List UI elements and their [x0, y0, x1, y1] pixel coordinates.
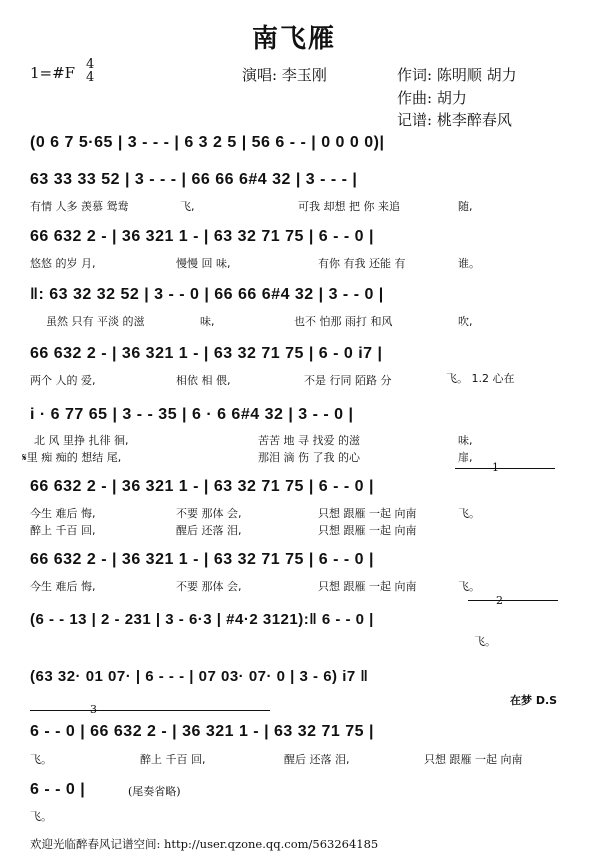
lyric-1c: 可我 却想 把 你 来追: [298, 200, 400, 213]
singer-credit: 演唱: 李玉刚: [242, 66, 327, 84]
lyric-3a: 虽然 只有 平淡 的滋: [46, 315, 145, 328]
lyric-2a: 悠悠 的岁 月,: [30, 257, 96, 270]
notation-line-11: 6 - - 0 |: [30, 781, 86, 798]
notation-line-2: 66 632 2 - | 36 321 1 - | 63 32 71 75 | 6 - - 0 |: [30, 228, 374, 245]
volta-1-bracket: [455, 468, 555, 469]
lyric-2c: 有你 有我 还能 有: [318, 257, 406, 270]
lyric-6e: 醉上 千百 回,: [30, 524, 96, 537]
lyric-2b: 慢慢 回 味,: [176, 257, 231, 270]
composer-credit: 作曲: 胡力: [397, 89, 467, 107]
lyric-5e: 那泪 滴 伤 了我 的心: [258, 451, 360, 464]
lyric-3d: 吹,: [458, 315, 473, 328]
notation-line-1: 63 33 33 52 | 3 - - - | 66 66 6#4 32 | 3 - - - |: [30, 171, 358, 188]
volta-1-label: 1: [492, 461, 499, 474]
lyric-1b: 飞,: [180, 200, 195, 213]
lyric-4d: 飞。 1.2 心在: [446, 372, 515, 385]
time-signature: [86, 58, 94, 84]
notation-line-intro: (0 6 7 5·65 | 3 - - - | 6 3 2 5 | 56 6 - - | 0 0 0 0)|: [30, 134, 385, 151]
transcriber-credit: 记谱: 桃李醉春风: [397, 111, 512, 129]
lyric-7a: 今生 难后 悔,: [30, 580, 96, 593]
lyric-6a: 今生 难后 悔,: [30, 507, 96, 520]
lyric-7b: 不要 那体 会,: [176, 580, 242, 593]
lyric-10d: 只想 跟雁 一起 向南: [424, 753, 523, 766]
coda-note: (尾奏省略): [128, 785, 181, 798]
notation-line-4: 66 632 2 - | 36 321 1 - | 63 32 71 75 | 6 - 0 i7 |: [30, 345, 383, 362]
notation-line-3: ‖: 63 32 32 52 | 3 - - 0 | 66 66 6#4 32 | 3 - - 0 |: [30, 286, 384, 303]
lyric-6b: 不要 那体 会,: [176, 507, 242, 520]
lyric-5c: 味,: [458, 434, 473, 447]
lyric-9a-ds: 在梦 D.S: [510, 694, 558, 707]
volta-3-bracket: [30, 710, 270, 711]
notation-line-5: i · 6 77 65 | 3 - - 35 | 6 · 6 6#4 32 | 3 - - 0 |: [30, 406, 354, 423]
lyric-11a: 飞。: [30, 810, 52, 823]
lyric-10c: 醒后 还落 泪,: [284, 753, 350, 766]
footer-credit: 欢迎光临醉春风记谱空间: http://user.qzone.qq.com/563264185: [30, 837, 379, 851]
lyric-10b: 醉上 千百 回,: [140, 753, 206, 766]
lyric-6f: 醒后 还落 泪,: [176, 524, 242, 537]
notation-line-8: (6 - - 13 | 2 - 231 | 3 - 6·3 | #4·2 3121):‖ 6 - - 0 |: [30, 611, 374, 628]
volta-3-label: 3: [90, 703, 97, 716]
time-numerator: 4: [86, 57, 95, 72]
notation-line-7: 66 632 2 - | 36 321 1 - | 63 32 71 75 | 6 - - 0 |: [30, 551, 374, 568]
notation-line-6: 66 632 2 - | 36 321 1 - | 63 32 71 75 | 6 - - 0 |: [30, 478, 374, 495]
lyric-3c: 也不 怕那 雨打 和风: [294, 315, 393, 328]
lyric-5b: 苦苦 地 寻 找爱 的滋: [258, 434, 360, 447]
volta-2-bracket: [468, 600, 558, 601]
key-signature: 1=#F: [30, 64, 76, 82]
volta-2-label: 2: [496, 594, 503, 607]
lyric-3b: 味,: [200, 315, 215, 328]
lyric-10a: 飞。: [30, 753, 52, 766]
lyric-4c: 不是 行同 陌路 分: [304, 374, 392, 387]
notation-line-9: (63 32· 01 07· | 6 - - - | 07 03· 07· 0 | 3 - 6) i7 ‖: [30, 668, 369, 685]
song-title: 南飞雁: [252, 24, 337, 54]
lyric-4a: 两个 人的 爱,: [30, 374, 96, 387]
lyric-8a: 飞。: [474, 635, 496, 648]
lyric-1d: 随,: [458, 200, 473, 213]
lyric-6c: 只想 跟雁 一起 向南: [318, 507, 417, 520]
lyric-7d: 飞。: [458, 580, 480, 593]
lyric-2d: 谁。: [458, 257, 480, 270]
lyric-5d: 𝄋里 痴 痴的 想结 尾,: [22, 451, 122, 464]
lyric-4b: 相依 相 偎,: [176, 374, 231, 387]
lyric-1a: 有情 人多 羡慕 鸳鸯: [30, 200, 129, 213]
lyric-6g: 只想 跟雁 一起 向南: [318, 524, 417, 537]
lyric-5a: 北 风 里挣 扎徘 徊,: [34, 434, 129, 447]
lyric-5f: 扉,: [458, 451, 473, 464]
time-denominator: 4: [86, 70, 95, 85]
lyric-7c: 只想 跟雁 一起 向南: [318, 580, 417, 593]
lyric-6d: 飞。: [458, 507, 480, 520]
notation-line-10: 6 - - 0 | 66 632 2 - | 36 321 1 - | 63 32 71 75 |: [30, 723, 374, 740]
lyricist-credit: 作词: 陈明顺 胡力: [397, 66, 517, 84]
